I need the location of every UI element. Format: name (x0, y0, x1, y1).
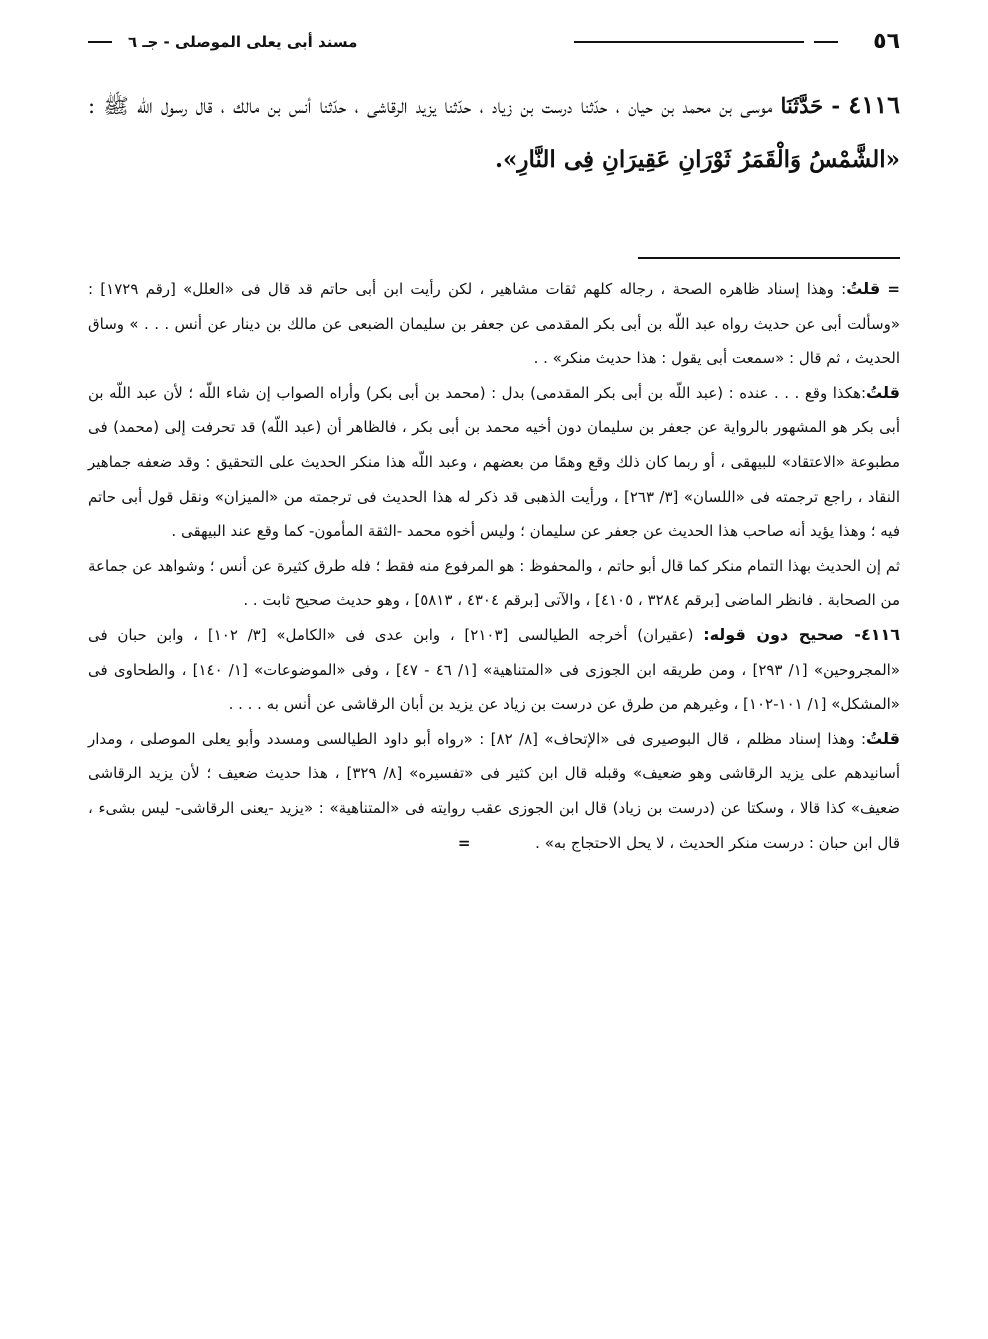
note-text-4: (عقيران) أخرجه الطيالسى [٢١٠٣] ، وابن عدى فى «الكامل» [٣/ ١٠٢] ، وابن حبان فى «المجروحين» [١/ ٢٩٣] ، ومن طريقه ابن الجوزى فى «المتناهية» [١/ ٤٦ - ٤٧] ، وفى «الموضوعات» [١/ ١٤٠] ، والطحاوى فى «المشكل» [١/ ١٠١-١٠٢] ، وغيرهم من طرق عن درست بن زياد عن يزيد بن أبان الرقاشى عن أنس به . . . . (88, 625, 901, 714)
note-label-sahih: ٤١١٦- صحيح دون قوله: (703, 624, 900, 644)
hadith-intro: حَدَّثَنَا (780, 93, 824, 118)
hadith-block (88, 78, 900, 187)
note-paragraph-5 (88, 722, 900, 860)
note-text-1: : وهذا إسناد ظاهره الصحة ، رجاله كلهم ثقات مشاهير ، لكن رأيت ابن أبى حاتم قد قال فى «العلل» [رقم ١٧٢٩] : «وسألت أبى عن حديث رواه عبد اللّه بن أبى بكر المقدمى عن جعفر بن سليمان الضبعى عن مالك بن دينار عن أنس . . . » وساق الحديث ، ثم قال : «سمعت أبى يقول : هذا حديث منكر» . . (88, 280, 900, 368)
header-dash-right (814, 41, 838, 43)
note-text-5: : وهذا إسناد مظلم ، قال البوصيرى فى «الإتحاف» [٨/ ٨٢] : «رواه أبو داود الطيالسى ومسدد وأبو يعلى الموصلى ، ومدار أسانيدهم على يزيد الرقاشى وهو ضعيف» وقبله قال ابن كثير فى «تفسيره» [٨/ ٣٢٩] ، هذا حديث ضعيف ؛ لأن يزيد الرقاشى ضعيف» كذا قالا ، وسكتا عن (درست بن زياد) قال ابن الجوزى عقب روايته فى «المتناهية» : «يزيد -يعنى الرقاشى- ليس بشىء ، قال ابن حبان : درست منكر الحديث ، لا يحل الاحتجاج به» . (88, 729, 900, 852)
note-text-3: ثم إن الحديث بهذا التمام منكر كما قال أبو حاتم ، والمحفوظ : هو المرفوع منه فقط ؛ فله طرق كثيرة عن أنس ؛ وشواهد عن جماعة من الصحابة . فانظر الماضى [برقم ٣٢٨٤ ، ٤١٠٥] ، والآتى [برقم ٤٣٠٤ ، ٥٨١٣] ، وهو حديث صحيح ثابت . . (88, 556, 900, 610)
note-paragraph-2 (88, 376, 900, 549)
note-label-qultu: قلتُ (846, 279, 881, 298)
header-dash-left (88, 41, 112, 43)
note-paragraph-3 (88, 549, 900, 618)
hadith-matn: «الشَّمْسُ وَالْقَمَرُ ثَوْرَانِ عَقِيرَانِ فِى النَّارِ». (494, 146, 900, 173)
hadith-intro-dash: - (831, 93, 841, 118)
end-continuation-mark: = (457, 833, 471, 852)
page-number: ٥٦ (873, 29, 900, 54)
hadith-paragraph (88, 78, 900, 187)
running-header (88, 26, 900, 58)
continuation-mark: = (887, 280, 900, 298)
hadith-isnad: موسى بن محمد بن حيان ، حدّثنا درست بن زياد ، حدّثنا يزيد الرقاشى ، حدّثنا أنس بن مالك ، قال رسول اللّه ﷺ : (88, 94, 773, 118)
running-title: مسند أبى يعلى الموصلى - جـ ٦ (128, 33, 358, 51)
note-text-2: :هكذا وقع . . . عنده : (عبد اللّه بن أبى بكر المقدمى) بدل : (محمد بن أبى بكر) وأراه الصواب إن شاء اللّه ؛ لأن عبد اللّه بن أبى بكر هو المشهور بالرواية عن جعفر بن سليمان دون أخيه محمد بن أبى بكر ، فالظاهر أن (عبد اللّه) قد تحرفت إلى (محمد) فى مطبوعة «الاعتقاد» للبيهقى ، أو ربما كان ذلك وقع وهمًا من بعضهم ، وعبد اللّه هذا منكر الحديث على التحقيق : وقد ضعفه جماهير النقاد ، راجع ترجمته فى «اللسان» [٣/ ٢٦٣] ، ورأيت الذهبى قد ذكر له هذا الحديث فى ترجمته من «الميزان» ونقل قول أبى حاتم فيه ؛ وهذا يؤيد أنه صاحب هذا الحديث عن جعفر عن سليمان ؛ وليس أخوه محمد -الثقة المأمون- كما وقع عند البيهقى . (88, 383, 901, 541)
note-label-qultu-3: قلتُ (866, 728, 900, 748)
note-label-qultu-2: قلتُ (866, 382, 900, 402)
note-paragraph-1 (88, 272, 900, 376)
note-paragraph-4 (88, 618, 900, 722)
header-rule (574, 41, 804, 43)
commentary-block (88, 272, 900, 860)
hadith-number: ٤١١٦ (848, 90, 900, 119)
footnote-separator (638, 257, 900, 259)
